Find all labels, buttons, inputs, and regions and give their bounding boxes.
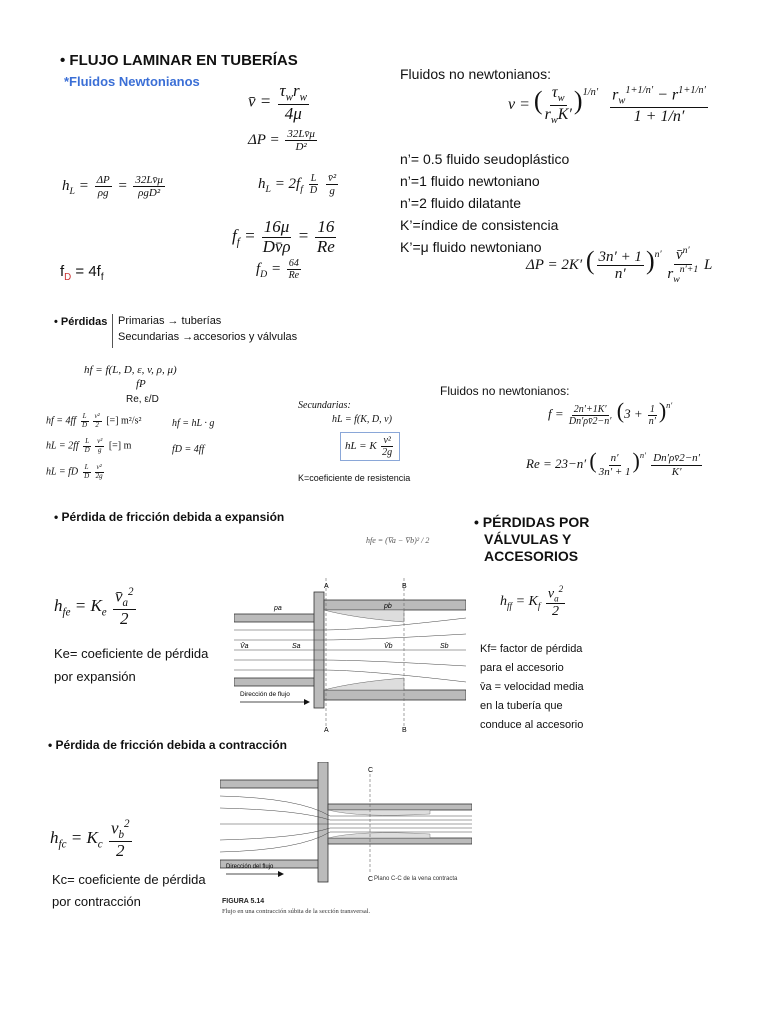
expansion-title: • Pérdida de fricción debida a expansión — [54, 510, 285, 524]
nn-item: n’=1 fluido newtoniano — [400, 173, 540, 189]
nn-item: n’=2 fluido dilatante — [400, 195, 522, 211]
valvulas-title: • PÉRDIDAS POR VÁLVULAS Y ACCESORIOS — [474, 514, 590, 564]
fig-vb: V̄b — [384, 643, 393, 650]
eq-nn-velocity: v = ( $\frac{\tau_w}{r_wK'}$ )$^{1/n'}$ $\frac{r_w^{1+1/n'} - r^{1+1/n'}}{1 + 1/n'}$ — [508, 84, 706, 126]
fig-c-bot: C — [368, 876, 374, 883]
fig-a-top: A — [324, 583, 329, 590]
nn-list — [400, 148, 569, 258]
eq-head-loss-2: $h_L = 2f_f$ $\frac{L}{D}$ $\frac{\text{v̄²}}{g}$ — [258, 172, 337, 198]
eq-nn-pressure-drop: ΔP = 2K′ ( $\frac{3n' + 1}{n'}$ )$^{n'}$ $\frac{v̄^{n'}}{r_w^{n'+1}}$ L — [526, 245, 713, 285]
fig-b-bot: B — [402, 727, 407, 734]
section-title-laminar: • FLUJO LAMINAR EN TUBERÍAS — [60, 52, 298, 69]
eq-friction-factor: $f_f$ = $\frac{16\mu}{Dv̄\rho}$ = $\frac{16}{Re}$ — [232, 217, 335, 256]
fig-flow-dir-c: Dirección del flujo — [226, 864, 274, 870]
eq-hfc: $h_{fc} = K_c$ $\frac{v_b^2}{2}$ — [50, 818, 130, 861]
brace — [112, 314, 117, 348]
fig-plane-label: Plano C-C de la vena contracta — [374, 876, 458, 882]
nn2-title: Fluidos no newtonianos: — [440, 384, 570, 398]
ke-desc-1: Ke= coeficiente de pérdida — [54, 646, 209, 661]
eq-hfe: $h_{fe} = K_e$ $\frac{v̄_a^2}{2}$ — [54, 586, 134, 629]
eq-mean-velocity: v̄ = $\frac{\tau_wr_w}{4\mu}$ — [248, 81, 307, 123]
fp-label: fP — [136, 378, 146, 390]
hl-function: hL = f(K, D, v) — [332, 414, 392, 425]
hf-eq-1: hf = 4ff $\frac{L}{D}$ $\frac{\text{v²}}{2}$ [=] m²/s² — [46, 412, 142, 429]
hf-eq-3: hL = fD $\frac{L}{D}$ $\frac{\text{v²}}{2g}$ — [46, 463, 103, 480]
eq-hff: $h_{ff} = K_f$ $\frac{v_a^2}{2}$ — [500, 584, 564, 620]
eq-nn-re: Re = 23−n′ ( $\frac{n'}{3n' + 1}$ )$^{n'}$ $\frac{Dn'\rho v̄2-n'}{K'}$ — [526, 448, 701, 478]
fig-sb: Sb — [440, 643, 449, 650]
valvulas-desc: Kf= factor de pérdida para el accesorio v̄a = velocidad media en la tubería que conduce al accesorio — [480, 643, 584, 731]
hf-eq-g: hf = hL · g — [172, 418, 215, 429]
fig-flow-dir: Dirección de flujo — [240, 691, 290, 698]
nn-title: Fluidos no newtonianos: — [400, 66, 551, 82]
secundarias: Secundarias →accesorios y válvulas — [118, 331, 298, 343]
eq-darcy-re: $f_D$ = $\frac{64}{Re}$ — [256, 258, 300, 281]
fig-c-top: C — [368, 767, 374, 774]
figure-caption-title: FIGURA 5.14 — [222, 898, 265, 905]
figure-caption-text: Flujo en una contracción súbita de la sección transversal. — [222, 908, 371, 915]
hf-function: hf = f(L, D, ε, v, ρ, μ) — [84, 364, 177, 376]
contraction-figure — [220, 762, 472, 884]
ke-desc-2: por expansión — [54, 669, 136, 684]
eq-head-loss-1: $h_L$ = $\frac{\Delta P}{\rho g}$ = $\frac{32Lv̄\mu}{\text{ρgD²}}$ — [62, 174, 163, 200]
fig-sa: Sa — [292, 643, 301, 650]
hf-eq-2: hL = 2ff $\frac{L}{D}$ $\frac{\text{v²}}{g}$ [=] m — [46, 437, 132, 454]
nn-item: K’=índice de consistencia — [400, 217, 559, 233]
eq-nn-f: f = $\frac{2n'+1K'}{Dn'\rho v̄2-n'}$ (3 + $\frac{1}{n'}$ )$^{n'}$ — [548, 398, 673, 427]
kc-desc-1: Kc= coeficiente de pérdida — [52, 872, 206, 887]
nn-item: n’= 0.5 fluido seudoplástico — [400, 151, 570, 167]
perdidas-label: • Pérdidas — [54, 316, 108, 328]
re-label: Re, ε/D — [126, 394, 159, 405]
fd-eq: fD = 4ff — [172, 444, 205, 455]
secundarias-title: Secundarias: — [298, 400, 351, 411]
nn-item: K’=μ fluido newtoniano — [400, 239, 542, 255]
expansion-formula-top: hfe = (V̄a − V̄b)² / 2 — [366, 536, 430, 545]
hl-k-eq: hL = K $\frac{\text{v²}}{2g}$ — [340, 432, 400, 461]
eq-darcy-fanning: $f_D = 4f_f$ — [60, 263, 104, 283]
fig-va: V̄a — [240, 643, 249, 650]
fig-pa: pa — [274, 605, 282, 612]
fig-pb: pb — [384, 603, 392, 610]
fig-a-bot: A — [324, 727, 329, 734]
expansion-figure — [234, 578, 466, 734]
contraccion-title: • Pérdida de fricción debida a contracción — [48, 738, 287, 752]
k-note: K=coeficiente de resistencia — [298, 473, 411, 483]
fig-b-top: B — [402, 583, 407, 590]
kc-desc-2: por contracción — [52, 894, 141, 909]
eq-pressure-drop: ΔP = $\frac{32Lv̄\mu}{\text{D²}}$ — [248, 128, 315, 154]
primarias: Primarias → tuberías — [118, 315, 222, 327]
subtitle-newtonian: *Fluidos Newtonianos — [64, 74, 200, 89]
